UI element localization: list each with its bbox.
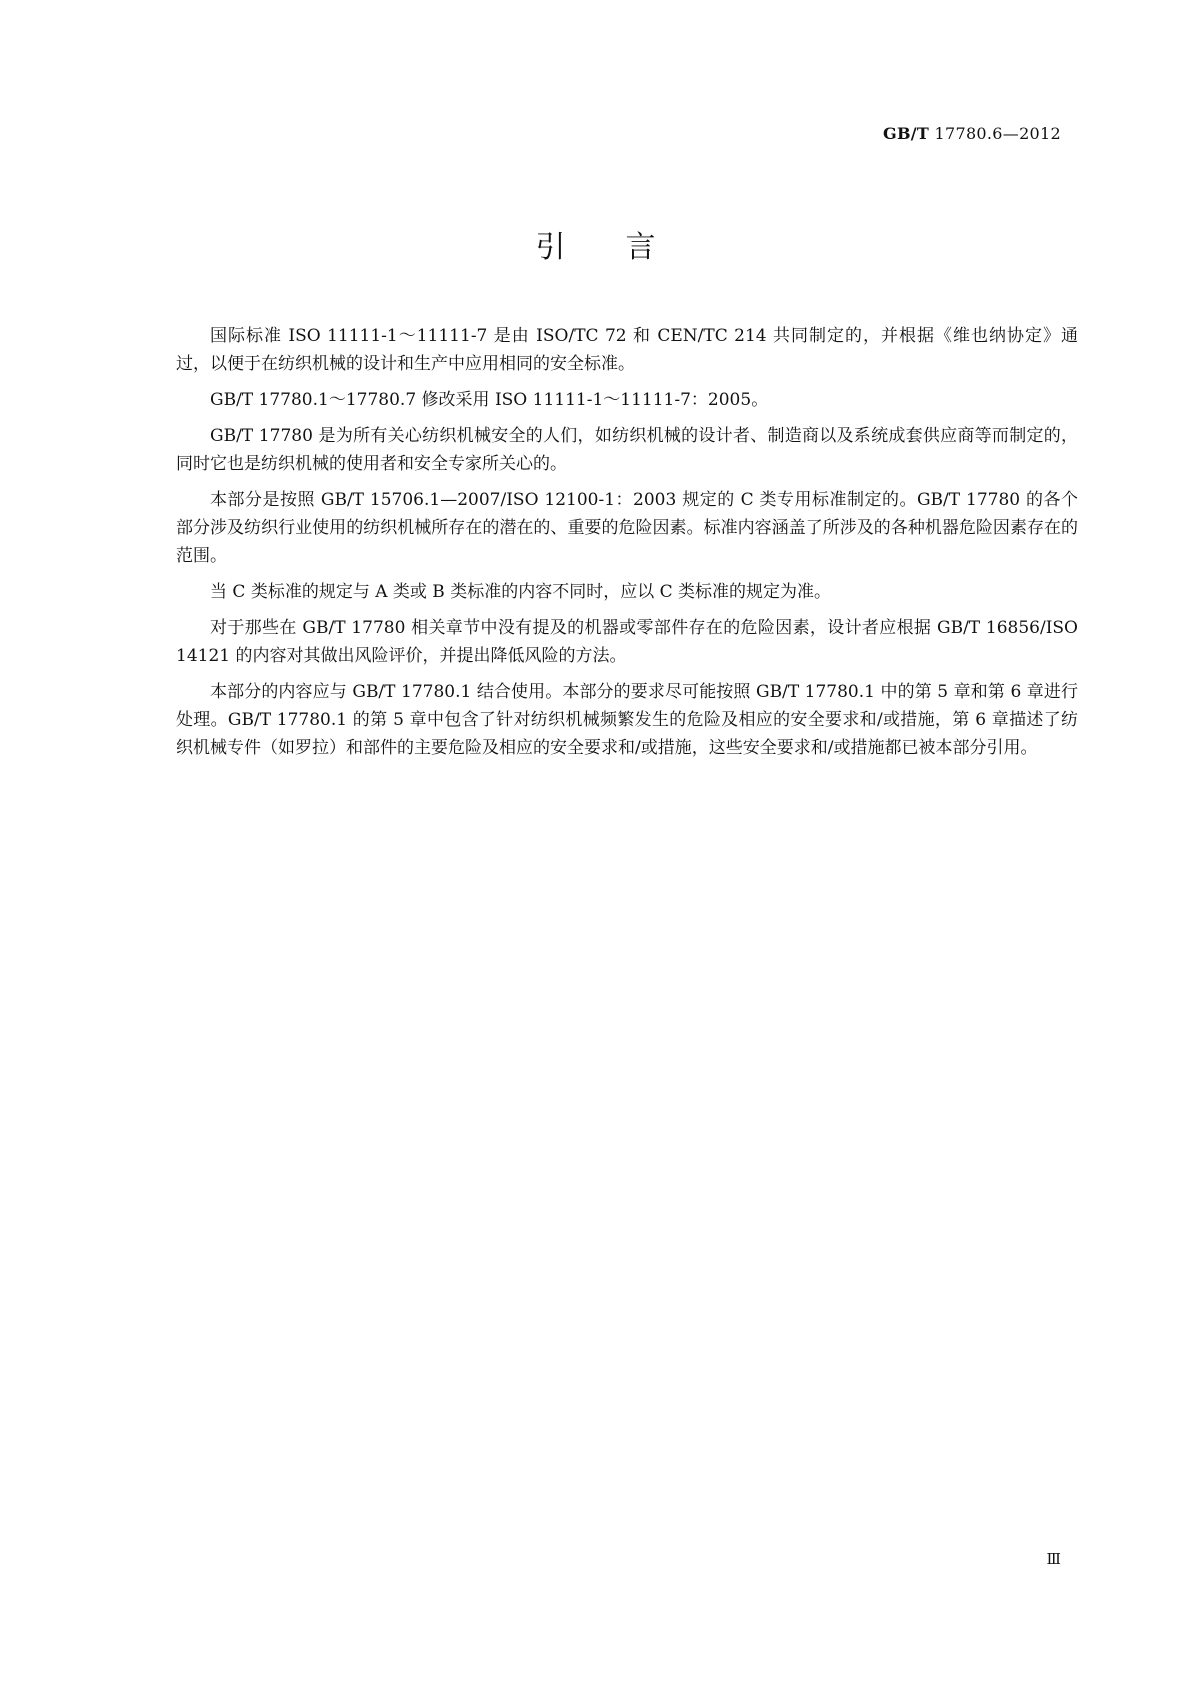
standard-code-header	[661, 124, 1061, 143]
paragraph: GB/T 17780.1～17780.7 修改采用 ISO 11111-1～11111-7：2005。	[210, 390, 769, 410]
paragraph: 对于那些在 GB/T 17780 相关章节中没有提及的机器或零部件存在的危险因素，设计者应根据 GB/T 16856/ISO 14121 的内容对其做出风险评价，并提出降低风险的方法。	[176, 618, 1078, 666]
paragraph: 本部分是按照 GB/T 15706.1—2007/ISO 12100-1：2003 规定的 C 类专用标准制定的。GB/T 17780 的各个部分涉及纺织行业使用的纺织机械所存在的潜在的、重要的危险因素。标准内容涵盖了所涉及的各种机器危险因素存在的范围。	[176, 490, 1078, 566]
standard-number: 17780.6—2012	[934, 124, 1061, 143]
paragraph: 本部分的内容应与 GB/T 17780.1 结合使用。本部分的要求尽可能按照 GB/T 17780.1 中的第 5 章和第 6 章进行处理。GB/T 17780.1 的第 5 章中包含了针对纺织机械频繁发生的危险及相应的安全要求和/或措施，第 6 章描述了纺织机械专件（如罗拉）和部件的主要危险及相应的安全要求和/或措施，这些安全要求和/或措施都已被本部分引用。	[176, 682, 1079, 758]
paragraph: 当 C 类标准的规定与 A 类或 B 类标准的内容不同时，应以 C 类标准的规定为准。	[210, 582, 832, 602]
section-title: 引言	[535, 230, 716, 265]
introduction-body	[176, 322, 1078, 770]
page-number: Ⅲ	[1046, 1550, 1061, 1568]
standard-prefix: GB/T	[882, 124, 930, 143]
paragraph: 国际标准 ISO 11111-1～11111-7 是由 ISO/TC 72 和 CEN/TC 214 共同制定的，并根据《维也纳协定》通过，以便于在纺织机械的设计和生产中应用相同的安全标准。	[176, 326, 1078, 374]
paragraph: GB/T 17780 是为所有关心纺织机械安全的人们，如纺织机械的设计者、制造商以及系统成套供应商等而制定的，同时它也是纺织机械的使用者和安全专家所关心的。	[176, 426, 1078, 474]
